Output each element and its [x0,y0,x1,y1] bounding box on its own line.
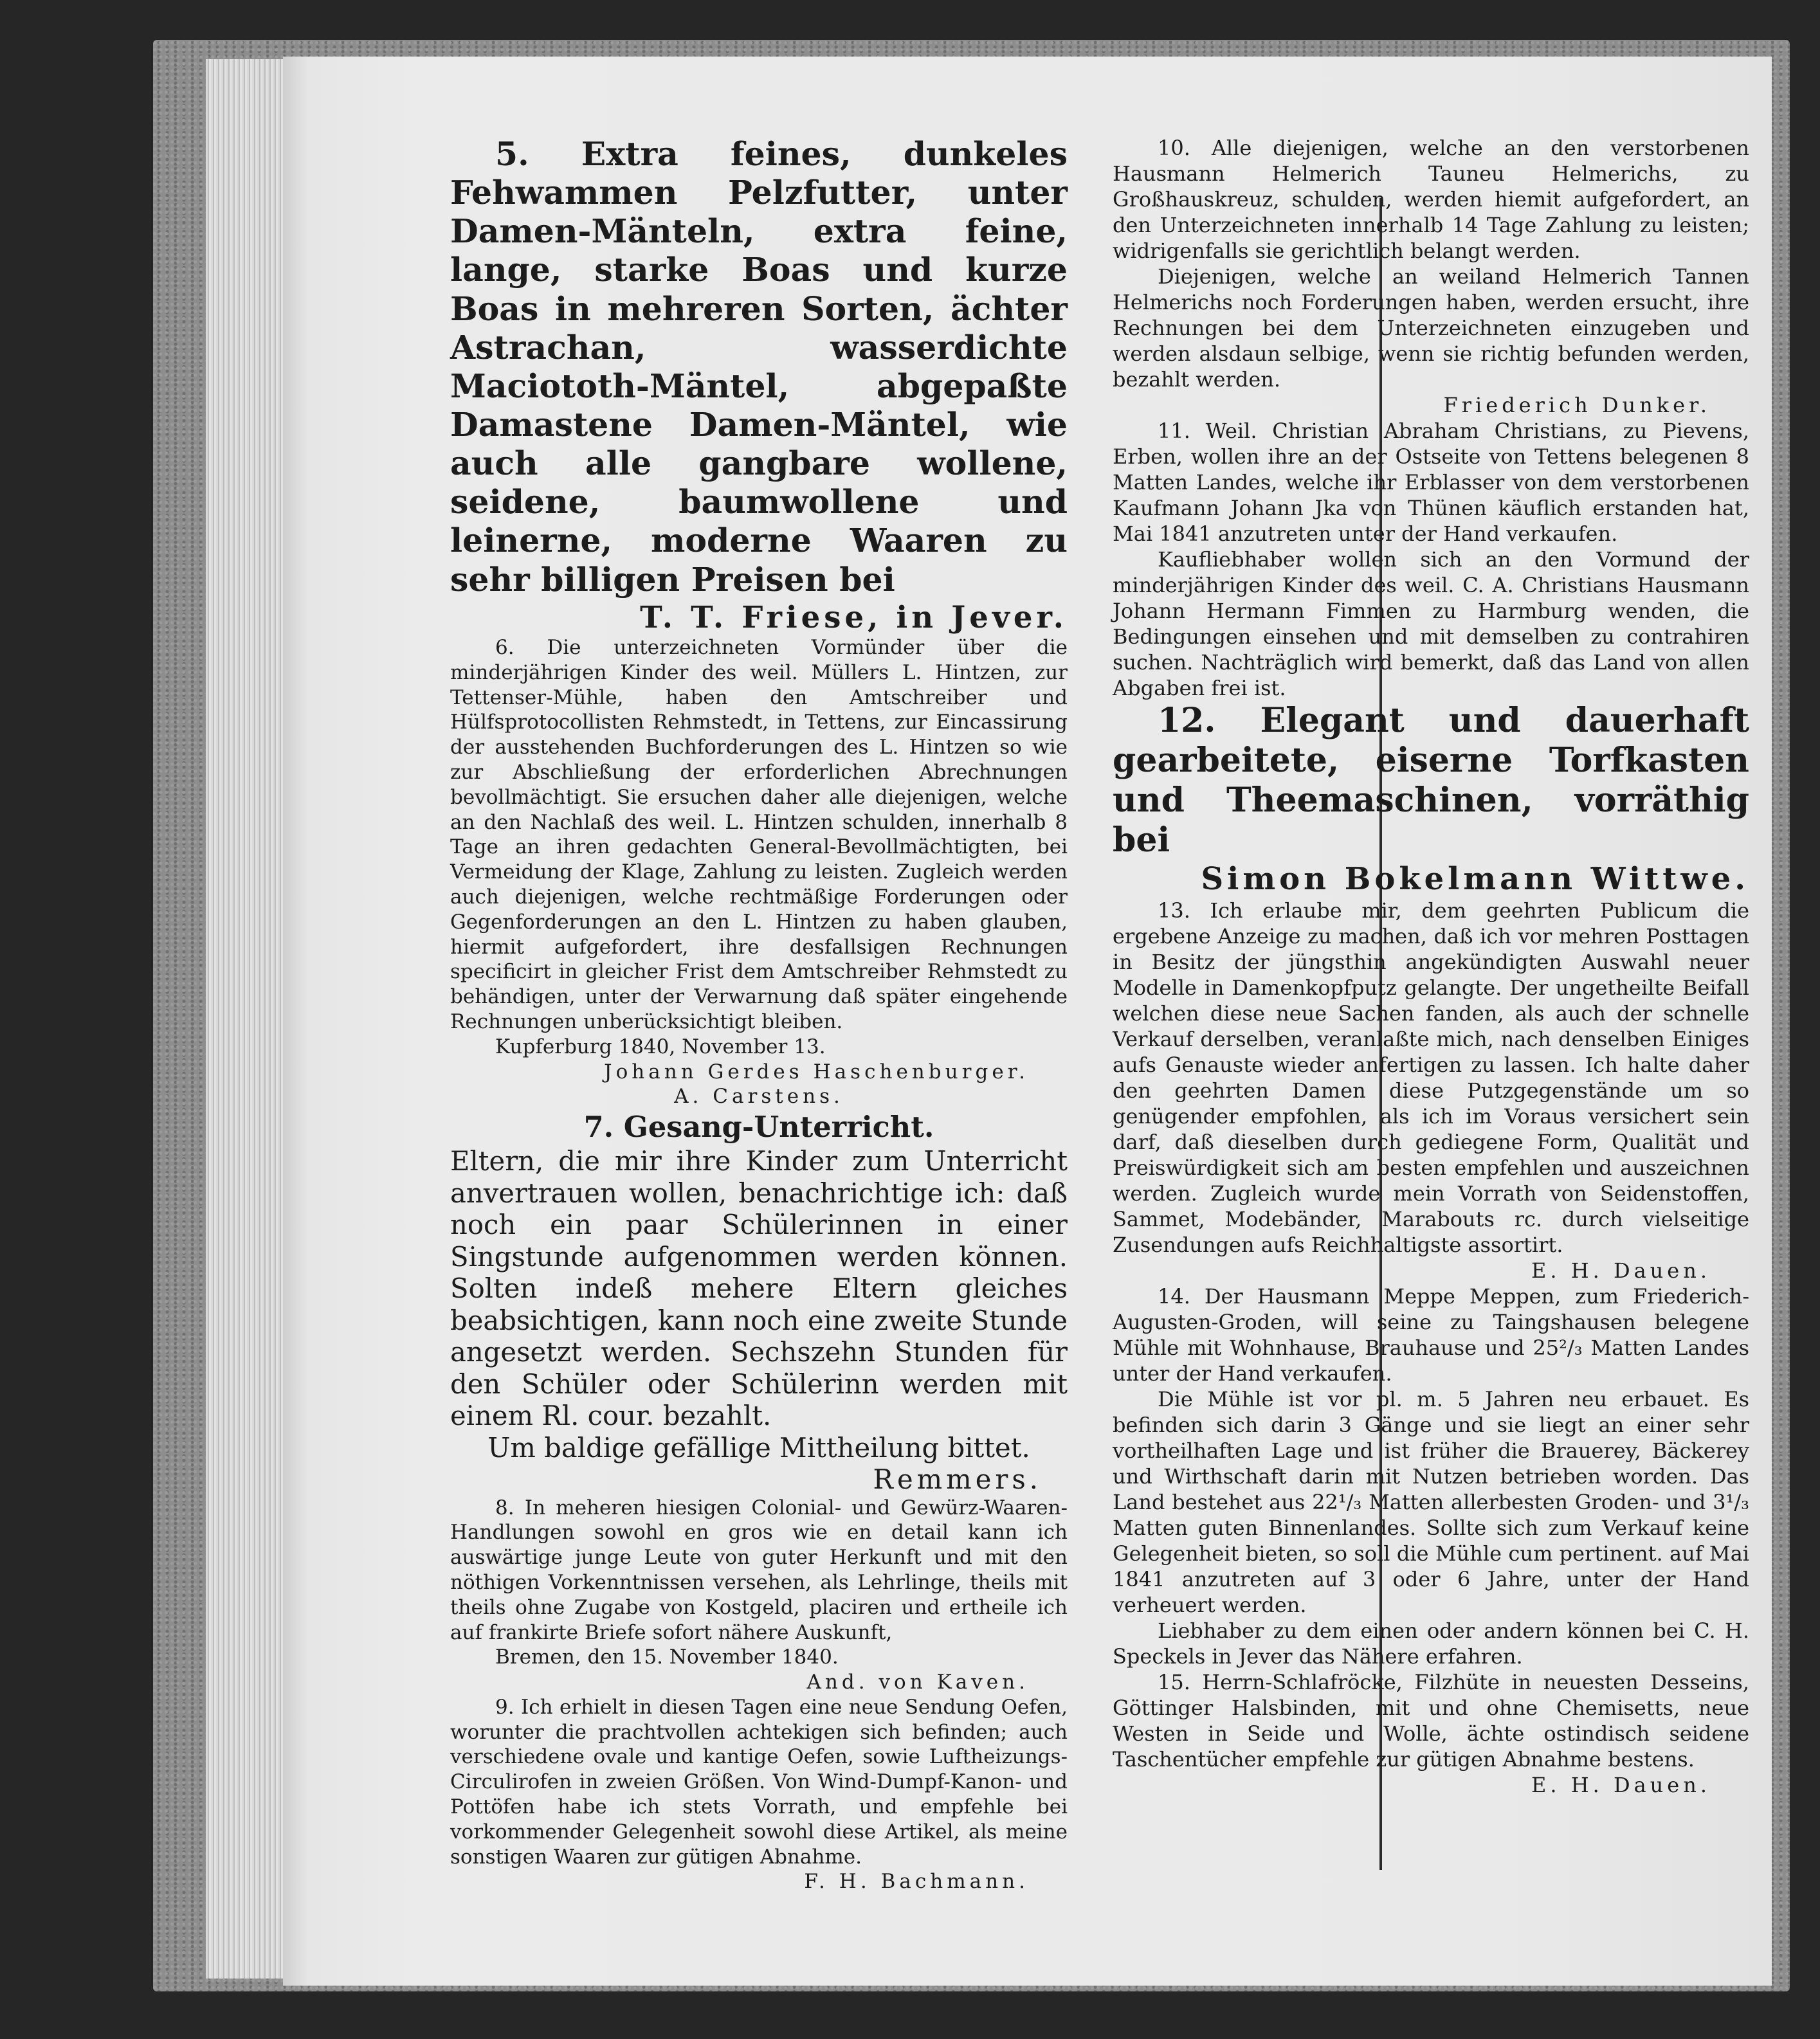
text-block: Um baldige gefällige Mittheilung bittet. [487,1431,1030,1464]
text-block: Diejenigen, welche an weiland Helmerich Tannen Helmerichs noch Forderungen haben, werden ersucht, ihre Rechnungen bei dem Unterzeichneten einzugeben und werden alsdaun selbige, wenn sie richtig befunden werden, bezahlt werden. [1113,264,1749,392]
text-block: 14. Der Hausmann Meppe Meppen, zum Friederich-Augusten-Groden, will seine zu Taingshausen belegene Mühle mit Wohnhause, Brauhause und 25²/₃ Matten Landes unter der Hand verkaufen. [1113,1284,1749,1386]
text-block: E. H. Dauen. [1531,1773,1711,1797]
text-block: And. von Kaven. [806,1671,1029,1694]
text-block: 9. Ich erhielt in diesen Tagen eine neue Sendung Oefen, worunter die prachtvollen achtekigen sich befinden; auch verschiedene ovale und kantige Oefen, sowie Luftheizungs-Circulirofen in zweien Größen. Von Wind-Dumpf-Kanon- und Pottöfen habe ich stets Vorrath, und empfehle bei vorkommender Gelegenheit sowohl diese Artikel, als meine sonstigen Waaren zur gütigen Abnahme. [450,1695,1068,1869]
text-block: Kupferburg 1840, November 13. [495,1035,826,1058]
text-block: Simon Bokelmann Wittwe. [1201,861,1749,897]
text-block: T. T. Friese, in Jever. [640,599,1068,635]
text-block: 6. Die unterzeichneten Vormünder über die minderjährigen Kinder des weil. Müllers L. Hintzen, zur Tettenser-Mühle, haben den Amtschreiber und Hülfsprotocollisten Rehmstedt, in Tettens, zur Eincassirung der ausstehenden Buchforderungen des L. Hintzen so wie zur Abschließung der erforderlichen Abrechnungen bevollmächtigt. Sie ersuchen daher alle diejenigen, welche an den Nachlaß des weil. L. Hintzen schulden, innerhalb 8 Tage an ihren gedachten General-Bevollmächtigten, bei Vermeidung der Klage, Zahlung zu leisten. Zugleich werden auch diejenigen, welche rechtmäßige Forderungen oder Gegenforderungen an den L. Hintzen zu haben glauben, hiermit aufgefordert, ihre desfallsigen Rechnungen specificirt in gleicher Frist dem Amtschreiber Rehmstedt zu behändigen, unter der Verwarnung daß später eingehende Rechnungen unberücksichtigt bleiben. [450,635,1068,1033]
left-column [450,135,1068,1894]
text-block: 8. In meheren hiesigen Colonial- und Gewürz-Waaren-Handlungen sowohl en gros wie en detail kann ich auswärtige junge Leute von guter Herkunft und mit den nöthigen Vorkenntnissen versehen, als Lehrlinge, theils mit theils ohne Zugabe von Kostgeld, placiren und ertheile ich auf frankirte Briefe sofort nähere Auskunft, [450,1496,1068,1644]
text-block: Remmers. [873,1464,1042,1496]
text-block: A. Carstens. [674,1085,844,1109]
text-block: Eltern, die mir ihre Kinder zum Unterricht anvertrauen wollen, benachrichtige ich: daß noch ein paar Schülerinnen in einer Singstunde aufgenommen werden können. Solten indeß mehere Eltern gleiches beabsichtigen, kann noch eine zweite Stunde angesetzt werden. Sechszehn Stunden für den Schüler oder Schülerinn werden mit einem Rl. cour. bezahlt. [450,1145,1068,1432]
text-block: E. H. Dauen. [1531,1258,1711,1283]
text-block: Johann Gerdes Haschenburger. [604,1060,1029,1083]
text-block: 13. Ich erlaube mir, dem geehrten Publicum die ergebene Anzeige zu machen, daß ich vor mehren Posttagen in Besitz der jüngsthin angekündigten Auswahl neuer Modelle in Damenkopfputz gelangte. Der ungetheilte Beifall welchen diese neue Sachen fanden, als auch der schnelle Verkauf derselben, veranlaßte mich, nach denselben Einiges aufs Genauste wieder anfertigen zu lassen. Ich halte daher den geehrten Damen diese Putzgegenstände um so genügender empfohlen, als ich im Voraus versichert sein darf, daß dieselben durch gediegene Form, Qualität und Preiswürdigkeit sich am besten empfehlen und auszeichnen werden. Zugleich wurde mein Vorrath von Seidenstoffen, Sammet, Modebänder, Marabouts rc. durch vielseitige Zusendungen aufs Reichhaltigste assortirt. [1113,898,1749,1257]
text-block: Bremen, den 15. November 1840. [495,1645,839,1669]
page-edges [206,59,289,1979]
text-block: Friederich Dunker. [1443,393,1711,417]
text-block: 5. Extra feines, dunkeles Fehwammen Pelzfutter, unter Damen-Mänteln, extra feine, lange, starke Boas und kurze Boas in mehreren Sorten, ächter Astrachan, wasserdichte Maciototh-Mäntel, abgepaßte Damastene Damen-Mäntel, wie auch alle gangbare wollene, seidene, baumwollene und leinerne, moderne Waaren zu sehr billigen Preisen bei [450,135,1068,599]
text-block: 10. Alle diejenigen, welche an den verstorbenen Hausmann Helmerich Tauneu Helmerichs, zu Großhauskreuz, schulden, werden hiemit aufgefordert, an den Unterzeichneten innerhalb 14 Tage Zahlung zu leisten; widrigenfalls sie gerichtlich belangt werden. [1113,136,1749,263]
text-block: 7. Gesang-Unterricht. [583,1110,934,1145]
text-block: Kaufliebhaber wollen sich an den Vormund der minderjährigen Kinder des weil. C. A. Christians Hausmann Johann Hermann Fimmen zu Harmburg wenden, die Bedingungen einsehen und mit demselben zu contrahiren suchen. Nachträglich wird bemerkt, daß das Land von allen Abgaben frei ist. [1113,547,1749,700]
text-block: 12. Elegant und dauerhaft gearbeitete, eiserne Torfkasten und Theemaschinen, vorräthig bei [1113,701,1749,860]
text-block: 15. Herrn-Schlafröcke, Filzhüte in neuesten Desseins, Göttinger Halsbinden, mit und ohne Chemisetts, neue Westen in Seide und Wolle, ächte ostindisch seidene Taschentücher empfehle zur gütigen Abnahme bestens. [1113,1670,1749,1772]
right-column [1113,135,1749,1798]
text-block: 11. Weil. Christian Abraham Christians, zu Pievens, Erben, wollen ihre an der Ostseite von Tettens belegenen 8 Matten Landes, welche ihr Erblasser von dem verstorbenen Kaufmann Johann Jka von Thünen käuflich erstanden hat, Mai 1841 anzutreten unter der Hand verkaufen. [1113,419,1749,546]
text-block: F. H. Bachmann. [804,1870,1029,1894]
text-block: Die Mühle ist vor pl. m. 5 Jahren neu erbauet. Es befinden sich darin 3 Gänge und sie liegt an einer sehr vortheilhaften Lage und ist früher die Brauerey, Bäckerey und Wirthschaft darin mit Nutzen betrieben worden. Das Land bestehet aus 22¹/₃ Matten allerbesten Groden- und 3¹/₃ Matten guten Binnenlandes. Sollte sich zum Verkauf keine Gelegenheit bieten, so soll die Mühle cum pertinent. auf Mai 1841 anzutreten auf 3 oder 6 Jahre, unter der Hand verheuert werden. [1113,1387,1749,1617]
text-block: Liebhaber zu dem einen oder andern können bei C. H. Speckels in Jever das Nähere erfahren. [1113,1618,1749,1669]
